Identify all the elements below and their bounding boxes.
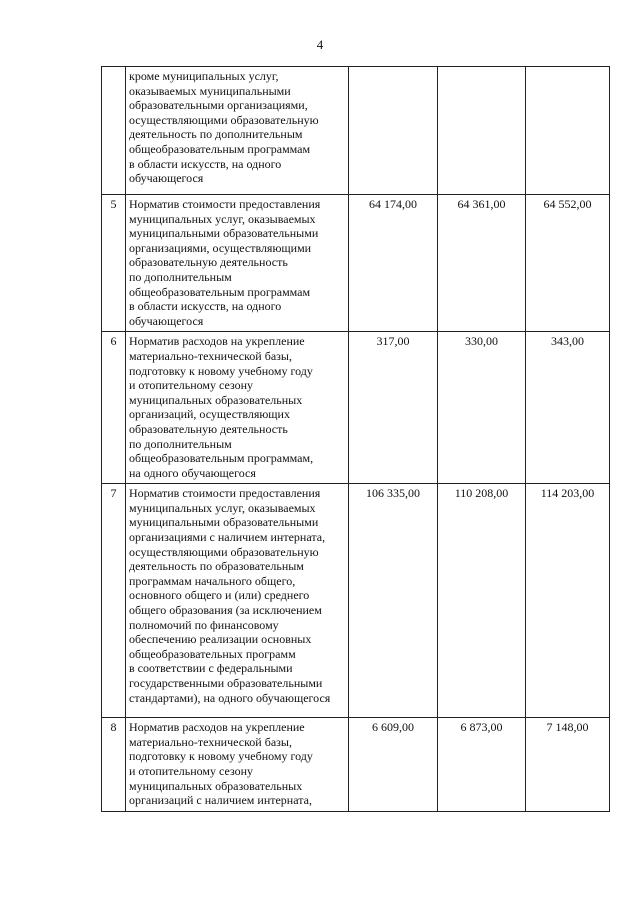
row-description: Норматив стоимости предоставления муниципальных услуг, оказываемых муниципальными образовательными организациями с наличием интерната, осуществляющими образовательную деятельность по образовательным программам начального общего, основного общего и (или) среднего общего образования (за исключением полномочий по финансовому обеспечению реализации основных общеобразовательных программ в соответствии с федеральными государственными образовательными стандартами), на одного обучающегося — [126, 484, 349, 718]
value-year-1 — [349, 67, 438, 195]
row-description: кроме муниципальных услуг, оказываемых муниципальными образовательными организациями, осуществляющими образовательную деятельность по дополнительным общеобразовательным программам в области искусств, на одного обучающегося — [126, 67, 349, 195]
value-year-3 — [526, 67, 610, 195]
value-year-2: 64 361,00 — [438, 195, 526, 332]
row-number — [102, 67, 126, 195]
value-year-1: 6 609,00 — [349, 718, 438, 812]
row-number: 6 — [102, 332, 126, 484]
page-number: 4 — [316, 37, 324, 52]
row-number: 7 — [102, 484, 126, 718]
table-row — [102, 332, 610, 484]
value-year-3: 114 203,00 — [526, 484, 610, 718]
value-year-2: 110 208,00 — [438, 484, 526, 718]
row-number: 5 — [102, 195, 126, 332]
value-year-1: 106 335,00 — [349, 484, 438, 718]
value-year-3: 343,00 — [526, 332, 610, 484]
table-row — [102, 67, 610, 195]
value-year-1: 317,00 — [349, 332, 438, 484]
value-year-3: 7 148,00 — [526, 718, 610, 812]
value-year-2 — [438, 67, 526, 195]
value-year-2: 6 873,00 — [438, 718, 526, 812]
normative-table — [101, 66, 610, 812]
row-description: Норматив расходов на укрепление материально-технической базы, подготовку к новому учебному году и отопительному сезону муниципальных образовательных организаций, осуществляющих образовательную деятельность по дополнительным общеобразовательным программам, на одного обучающегося — [126, 332, 349, 484]
value-year-3: 64 552,00 — [526, 195, 610, 332]
row-description: Норматив стоимости предоставления муниципальных услуг, оказываемых муниципальными образовательными организациями, осуществляющими образовательную деятельность по дополнительным общеобразовательным программам в области искусств, на одного обучающегося — [126, 195, 349, 332]
table-row — [102, 718, 610, 812]
value-year-1: 64 174,00 — [349, 195, 438, 332]
table-row — [102, 195, 610, 332]
row-number: 8 — [102, 718, 126, 812]
table-row — [102, 484, 610, 718]
value-year-2: 330,00 — [438, 332, 526, 484]
row-description: Норматив расходов на укрепление материально-технической базы, подготовку к новому учебному году и отопительному сезону муниципальных образовательных организаций с наличием интерната, — [126, 718, 349, 812]
